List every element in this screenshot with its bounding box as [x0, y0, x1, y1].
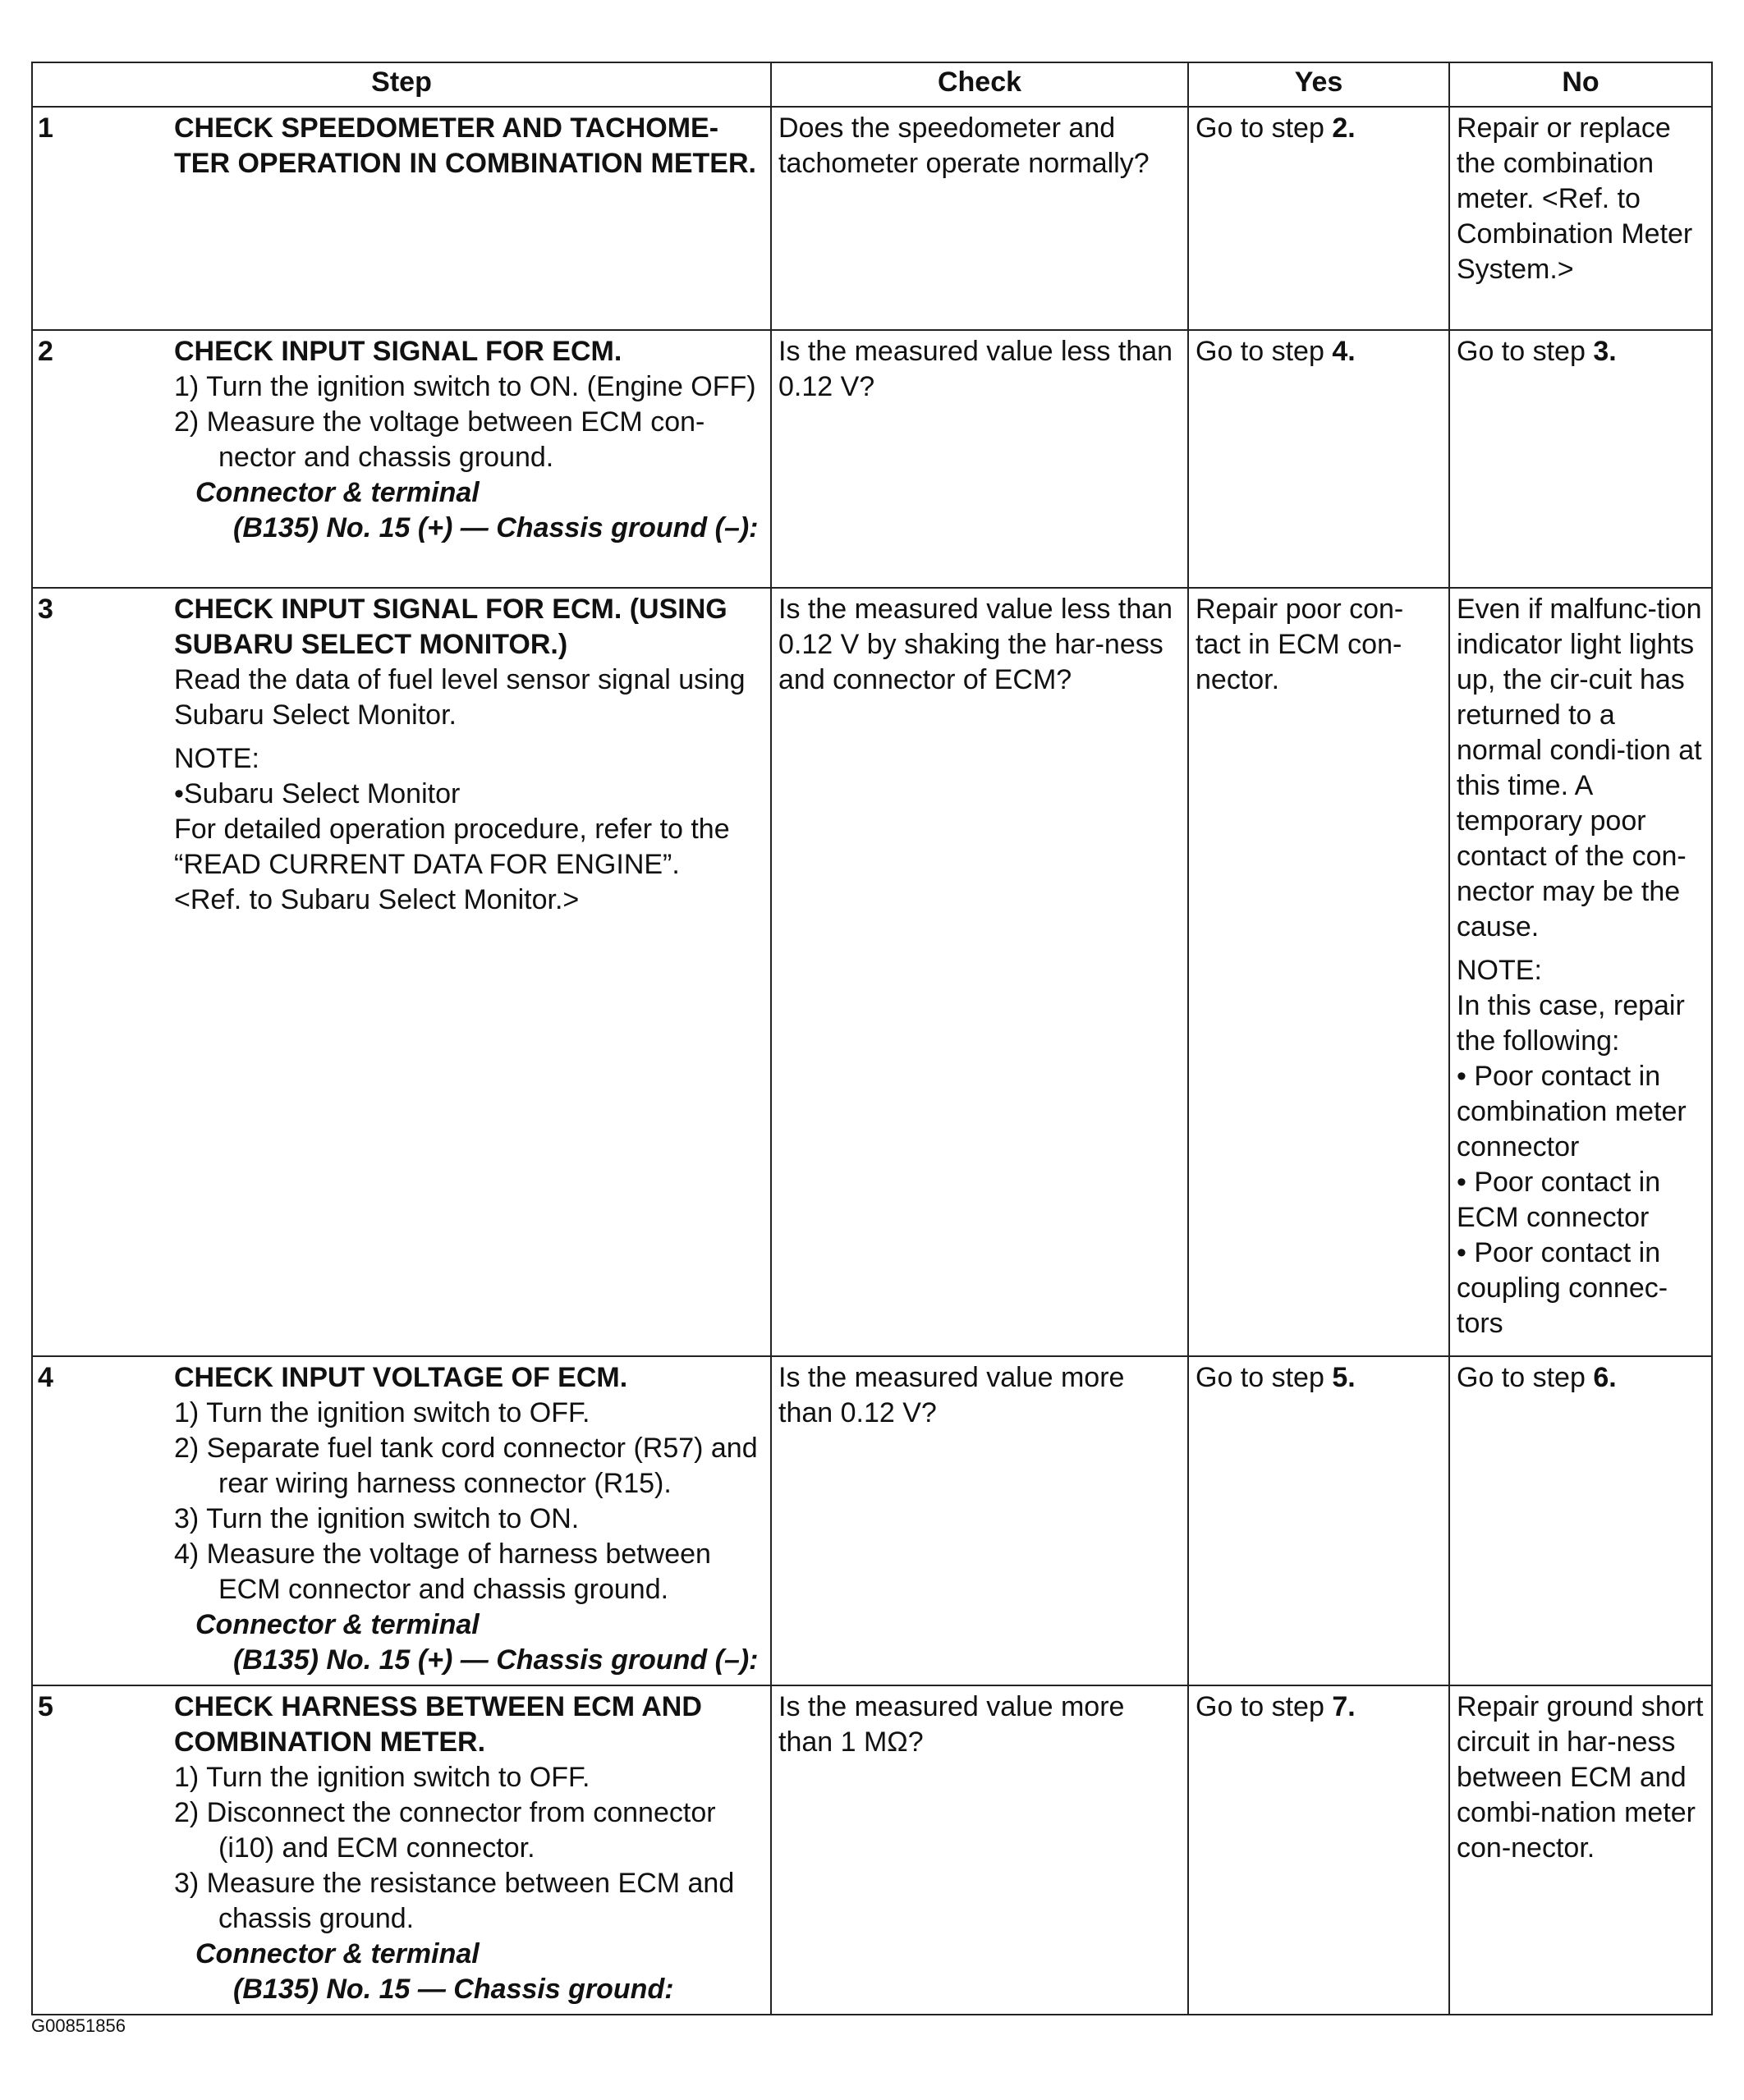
yes-text: Go to step: [1196, 1362, 1333, 1393]
figure-id: G00851856: [31, 2015, 126, 2036]
substep: 1) Turn the ignition switch to ON. (Engine OFF): [174, 371, 756, 402]
step-cell: [32, 107, 771, 330]
no-step: 3.: [1593, 336, 1617, 367]
header-step: Step: [32, 62, 771, 107]
step-title: CHECK INPUT SIGNAL FOR ECM.: [174, 336, 622, 367]
yes-text: Go to step: [1196, 336, 1333, 367]
no-bullet: • Poor contact in combination meter connector: [1457, 1061, 1687, 1162]
no-cell: [1449, 588, 1712, 1356]
substep: 2) Separate fuel tank cord connector (R57) and rear wiring harness connector (R15).: [174, 1433, 758, 1499]
no-text: Go to step: [1457, 336, 1594, 367]
table-header-row: [32, 62, 1712, 107]
diagnostic-table: [31, 62, 1713, 2015]
step-title: CHECK SPEEDOMETER AND TACHOME-TER OPERATION IN COMBINATION METER.: [174, 112, 756, 179]
table-row: [32, 330, 1712, 588]
no-text: Go to step: [1457, 1362, 1594, 1393]
step-number: 2: [38, 336, 53, 367]
connector-label: Connector & terminal: [195, 1938, 480, 1969]
step-text: Read the data of fuel level sensor signal using Subaru Select Monitor.: [174, 664, 746, 731]
connector-label: Connector & terminal: [195, 477, 480, 508]
yes-step: 4.: [1332, 336, 1356, 367]
no-step: 6.: [1593, 1362, 1617, 1393]
step-number: 4: [38, 1362, 53, 1393]
yes-step: 2.: [1332, 112, 1356, 144]
yes-cell: [1188, 1685, 1449, 2015]
no-cell: Repair or replace the combination meter. <Ref. to Combination Meter System.>: [1449, 107, 1712, 330]
substep: 2) Measure the voltage between ECM con-nector and chassis ground.: [174, 406, 705, 473]
header-yes: Yes: [1188, 62, 1449, 107]
yes-text: Go to step: [1196, 112, 1333, 144]
step-title: CHECK HARNESS BETWEEN ECM AND COMBINATION METER.: [174, 1691, 702, 1758]
substep: 3) Turn the ignition switch to ON.: [174, 1503, 580, 1534]
header-check: Check: [771, 62, 1188, 107]
check-cell: Does the speedometer and tachometer operate normally?: [771, 107, 1188, 330]
yes-step: 7.: [1332, 1691, 1356, 1722]
note-label: NOTE:: [174, 743, 259, 774]
substep: 2) Disconnect the connector from connector (i10) and ECM connector.: [174, 1797, 716, 1864]
substep: 1) Turn the ignition switch to OFF.: [174, 1397, 590, 1428]
connector-terminal: (B135) No. 15 — Chassis ground:: [233, 1974, 674, 2005]
note-reference: <Ref. to Subaru Select Monitor.>: [174, 884, 580, 915]
note-text: For detailed operation procedure, refer to the “READ CURRENT DATA FOR ENGINE”.: [174, 814, 730, 880]
yes-cell: [1188, 1356, 1449, 1685]
step-cell: [32, 1685, 771, 2015]
yes-cell: Repair poor con-tact in ECM con-nector.: [1188, 588, 1449, 1356]
no-note-label: NOTE:: [1457, 955, 1542, 986]
connector-terminal: (B135) No. 15 (+) — Chassis ground (–):: [233, 1644, 759, 1676]
step-number: 5: [38, 1691, 53, 1722]
step-number: 3: [38, 594, 53, 625]
check-cell: Is the measured value more than 0.12 V?: [771, 1356, 1188, 1685]
step-cell: [32, 330, 771, 588]
yes-cell: [1188, 330, 1449, 588]
step-number: 1: [38, 112, 53, 144]
no-text: Even if malfunc-tion indicator light lights up, the cir-cuit has returned to a normal condi-tion at this time. A temporary poor contact of the con-nector may be the cause.: [1457, 594, 1702, 942]
step-cell: [32, 588, 771, 1356]
connector-terminal: (B135) No. 15 (+) — Chassis ground (–):: [233, 512, 759, 543]
header-no: No: [1449, 62, 1712, 107]
no-cell: [1449, 330, 1712, 588]
connector-label: Connector & terminal: [195, 1609, 480, 1640]
table-row: [32, 1685, 1712, 2015]
no-cell: Repair ground short circuit in har-ness between ECM and combi-nation meter con-nector.: [1449, 1685, 1712, 2015]
table-row: [32, 107, 1712, 330]
note-item: •Subaru Select Monitor: [174, 778, 461, 809]
check-cell: Is the measured value more than 1 MΩ?: [771, 1685, 1188, 2015]
substep: 4) Measure the voltage of harness between ECM connector and chassis ground.: [174, 1538, 711, 1605]
step-title: CHECK INPUT SIGNAL FOR ECM. (USING SUBARU SELECT MONITOR.): [174, 594, 727, 660]
no-cell: [1449, 1356, 1712, 1685]
table-row: [32, 1356, 1712, 1685]
no-bullet: • Poor contact in ECM connector: [1457, 1167, 1661, 1233]
table-row: [32, 588, 1712, 1356]
check-cell: Is the measured value less than 0.12 V by shaking the har-ness and connector of ECM?: [771, 588, 1188, 1356]
check-cell: Is the measured value less than 0.12 V?: [771, 330, 1188, 588]
yes-text: Go to step: [1196, 1691, 1333, 1722]
substep: 3) Measure the resistance between ECM and chassis ground.: [174, 1868, 735, 1934]
no-bullet: • Poor contact in coupling connec-tors: [1457, 1237, 1668, 1339]
yes-cell: [1188, 107, 1449, 330]
step-cell: [32, 1356, 771, 1685]
yes-step: 5.: [1332, 1362, 1356, 1393]
no-note-text: In this case, repair the following:: [1457, 990, 1685, 1057]
substep: 1) Turn the ignition switch to OFF.: [174, 1762, 590, 1793]
step-title: CHECK INPUT VOLTAGE OF ECM.: [174, 1362, 628, 1393]
